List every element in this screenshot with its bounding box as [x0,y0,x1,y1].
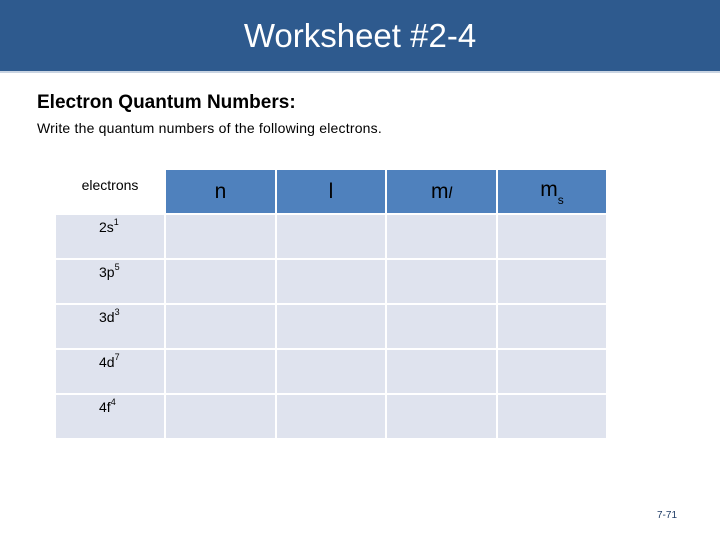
table-row [56,305,606,348]
answer-cell-ms[interactable] [498,305,606,348]
header-electrons: electrons [56,170,164,213]
electron-base: 4f [99,399,111,415]
answer-cell-ml[interactable] [387,395,496,438]
electron-base: 2s [99,219,114,235]
answer-cell-ml[interactable] [387,350,496,393]
electron-base: 3d [99,309,115,325]
electron-label [56,260,164,303]
table-row [56,260,606,303]
answer-cell-ms[interactable] [498,215,606,258]
answer-cell-ml[interactable] [387,215,496,258]
table-header-row [56,170,606,213]
section-heading: Electron Quantum Numbers: [37,92,296,113]
answer-cell-n[interactable] [166,305,275,348]
header-n-label: n [214,179,227,203]
header-ms [498,170,606,213]
answer-cell-l[interactable] [277,260,385,303]
header-l-label: l [328,179,334,203]
answer-cell-ms[interactable] [498,260,606,303]
quantum-numbers-table [54,168,608,440]
electron-label [56,305,164,348]
electron-count: 7 [114,352,120,362]
header-ms-sub: s [557,192,564,207]
answer-cell-n[interactable] [166,215,275,258]
electron-base: 4d [99,354,115,370]
electron-count: 3 [114,307,120,317]
header-ms-main: m [540,178,558,202]
answer-cell-n[interactable] [166,395,275,438]
electron-label [56,350,164,393]
table-row [56,395,606,438]
electron-label [56,395,164,438]
answer-cell-ms[interactable] [498,395,606,438]
answer-cell-l[interactable] [277,350,385,393]
electron-base: 3p [99,264,115,280]
table-row [56,215,606,258]
header-n [166,170,275,213]
header-l [277,170,385,213]
electron-count: 5 [114,262,120,272]
electron-label [56,215,164,258]
answer-cell-l[interactable] [277,305,385,348]
title-bar [0,0,720,73]
table-row [56,350,606,393]
answer-cell-n[interactable] [166,260,275,303]
answer-cell-l[interactable] [277,215,385,258]
header-ml [387,170,496,213]
answer-cell-n[interactable] [166,350,275,393]
answer-cell-l[interactable] [277,395,385,438]
instructions-text: Write the quantum numbers of the following electrons. [37,120,382,136]
header-ml-sub: l [448,184,453,202]
answer-cell-ms[interactable] [498,350,606,393]
answer-cell-ml[interactable] [387,305,496,348]
answer-cell-ml[interactable] [387,260,496,303]
header-ml-main: m [430,179,449,203]
electron-count: 4 [110,397,116,407]
slide-number: 7-71 [656,510,677,521]
electron-count: 1 [113,217,119,227]
slide-title: Worksheet #2-4 [243,17,477,54]
